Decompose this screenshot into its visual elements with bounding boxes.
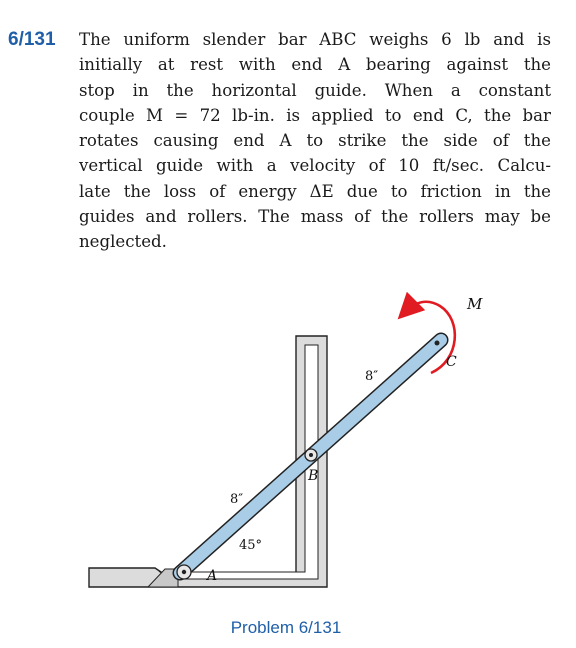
dimension-upper: 8″ (365, 369, 379, 384)
label-c: C (446, 354, 457, 370)
problem-line: couple M = 72 lb-in. is applied to end C, the bar (79, 105, 551, 125)
label-b: B (308, 468, 319, 484)
mechanism-figure (0, 280, 576, 648)
roller-a (177, 565, 191, 579)
caption-text: Problem 6/131 (230, 618, 342, 637)
problem-line: neglected. (79, 232, 167, 252)
problem-line: vertical guide with a velocity of 10 ft/sec. Calcu- (79, 156, 551, 176)
label-m: M (467, 295, 483, 313)
problem-number: 6/131 (8, 29, 56, 50)
end-c-pin (435, 341, 440, 346)
dimension-lower: 8″ (230, 492, 244, 507)
problem-statement (79, 27, 551, 255)
problem-line: initially at rest with end A bearing against the (79, 55, 551, 75)
roller-b (305, 449, 317, 461)
problem-line: stop in the horizontal guide. When a constant (79, 80, 551, 100)
problem-line: guides and rollers. The mass of the rollers may be (79, 207, 551, 227)
label-a: A (207, 568, 218, 584)
angle-label: 45° (239, 538, 263, 553)
problem-line: The uniform slender bar ABC weighs 6 lb and is (79, 30, 551, 49)
problem-line: late the loss of energy ΔE due to friction in the (79, 181, 551, 201)
figure-caption (0, 618, 576, 638)
problem-line: rotates causing end A to strike the side of the (79, 131, 551, 151)
